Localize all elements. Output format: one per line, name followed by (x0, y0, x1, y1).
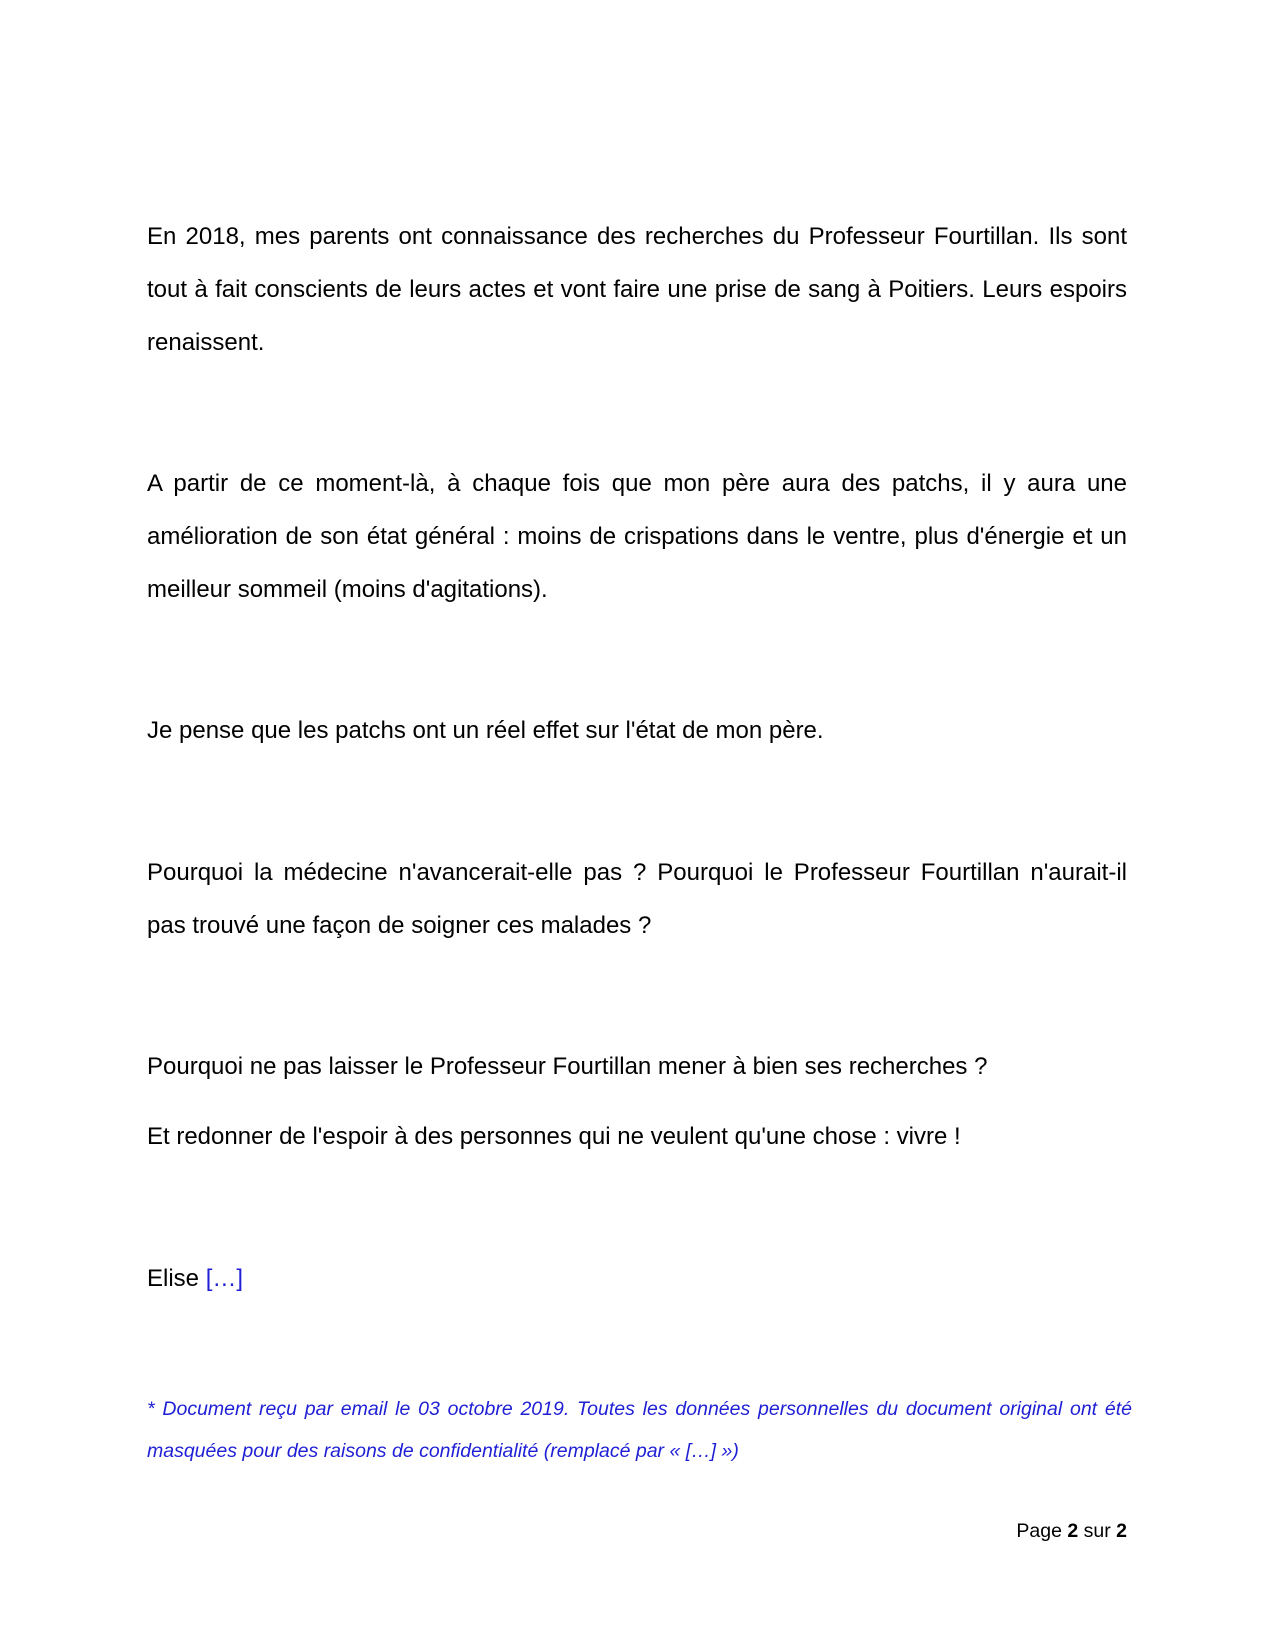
redacted-marker: […] (205, 1265, 244, 1292)
paragraph-improvement: A partir de ce moment-là, à chaque fois que mon père aura des patchs, il y aura une amélioration de son état général : moins de crispations dans le ventre, plus d'énergie et un meilleur sommeil (moins d'agitations). (147, 470, 1127, 603)
signature (147, 1252, 1127, 1305)
page-number-prefix: Page (1016, 1520, 1062, 1542)
paragraph-questions: Pourquoi la médecine n'avancerait-elle pas ? Pourquoi le Professeur Fourtillan n'aurait-il pas trouvé une façon de soigner ces malades ? (147, 859, 1127, 939)
page-number-current: 2 (1067, 1520, 1079, 1542)
page-number-total: 2 (1116, 1520, 1127, 1542)
page-number-separator: sur (1083, 1520, 1111, 1542)
paragraph-opinion: Je pense que les patchs ont un réel effet sur l'état de mon père. (147, 717, 824, 744)
paragraph-hope: Et redonner de l'espoir à des personnes qui ne veulent qu'une chose : vivre ! (147, 1123, 961, 1150)
paragraph-research-question: Pourquoi ne pas laisser le Professeur Fourtillan mener à bien ses recherches ? (147, 1053, 988, 1080)
signature-name: Elise (147, 1265, 200, 1292)
paragraph-2018-context: En 2018, mes parents ont connaissance des recherches du Professeur Fourtillan. Ils sont tout à fait conscients de leurs actes et vont faire une prise de sang à Poitiers. Leurs espoirs renaissent. (147, 223, 1127, 356)
page-number (1016, 1517, 1127, 1545)
footnote: * Document reçu par email le 03 octobre 2019. Toutes les données personnelles du document original ont été masquées pour des raisons de confidentialité (remplacé par « […] ») (147, 1398, 1132, 1462)
